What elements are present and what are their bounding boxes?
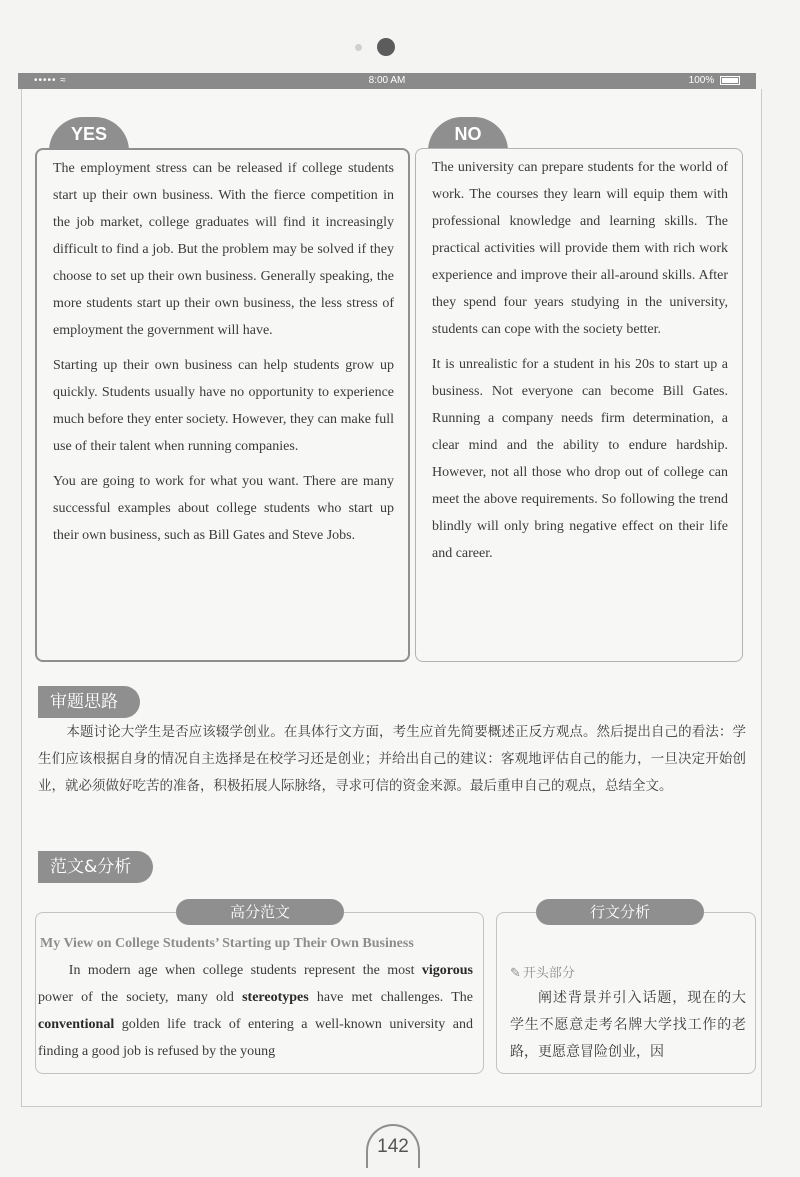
thinking-paragraph: 本题讨论大学生是否应该辍学创业。在具体行文方面，考生应首先简要概述正反方观点。然后提出自己的看法：学生们应该根据自身的情况自主选择是在校学习还是创业；并给出自己的建议：客观地评估自己的能力，一旦决定开始创业，就必须做好吃苦的准备，积极拓展人际脉络，寻求可信的资金来源。最后重申自己的观点，总结全文。 — [38, 724, 746, 794]
page-indicator — [0, 38, 800, 58]
analysis-paragraph: 阐述背景并引入话题，现在的大学生不愿意走考名牌大学找工作的老路，更愿意冒险创业，因 — [510, 990, 746, 1060]
essay-text: have met challenges. The — [308, 990, 473, 1005]
section-heading-thinking: 审题思路 — [38, 686, 140, 718]
vocab-word: vigorous — [421, 963, 473, 978]
yes-paragraph: The employment stress can be released if college students start up their own business. With the fierce competition in the job market, college graduates will find it increasingly difficult to find a job. But the problem may be solved if they choose to set up their own business. Generally speaking, the more students start up their own business, the less stress of employment the government will have. — [53, 161, 394, 338]
battery-indicator — [689, 73, 740, 89]
analysis-pill-label: 行文分析 — [536, 899, 704, 925]
no-paragraph: It is unrealistic for a student in his 20s to start up a business. Not everyone can become Bill Gates. Running a company needs firm determination, a clear mind and the ability to endure hardship. However, not all those who drop out of college can meet the above requirements. So following the trend blindly will only bring negative effect on their life and career. — [432, 357, 728, 561]
pencil-icon: ✎ — [510, 966, 521, 981]
no-arguments-box — [415, 148, 743, 662]
clock: 8:00 AM — [368, 75, 406, 86]
essay-title: My View on College Students’ Starting up Their Own Business — [40, 936, 414, 951]
yes-tab: YES — [49, 117, 129, 151]
battery-percent: 100% — [688, 75, 715, 86]
no-paragraph: The university can prepare students for the world of work. The courses they learn will equip them with professional knowledge and learning skills. The practical activities will provide them with rich work experience and improve their all-around skills. After they spend four years studying in the university, students can cope with the society better. — [432, 160, 728, 337]
signal-icon: ••••• ≈ — [34, 75, 67, 86]
page-number: 142 — [366, 1124, 420, 1168]
page-dot-inactive[interactable] — [355, 44, 362, 51]
yes-arguments-box — [35, 148, 410, 662]
yes-paragraph: You are going to work for what you want. There are many successful examples about college students who start up their own business, such as Bill Gates and Steve Jobs. — [53, 474, 394, 543]
section-heading-sample: 范文&分析 — [38, 851, 153, 883]
analysis-label-text: 开头部分 — [522, 966, 575, 981]
no-tab: NO — [428, 117, 508, 151]
essay-pill-label: 高分范文 — [176, 899, 344, 925]
page-dot-active[interactable] — [377, 38, 395, 56]
vocab-word: conventional — [38, 1017, 115, 1032]
essay-paragraph — [38, 957, 473, 1065]
yes-paragraph: Starting up their own business can help students grow up quickly. Students usually have no opportunity to experience much before they enter society. However, they can make full use of their talent when running companies. — [53, 358, 394, 454]
essay-text: golden life track of entering a well-known university and finding a good job is refused by the young — [38, 1017, 473, 1059]
battery-icon — [720, 76, 740, 85]
status-bar — [18, 73, 756, 89]
analysis-section-label — [510, 962, 575, 981]
vocab-word: stereotypes — [242, 990, 309, 1005]
essay-text: power of the society, many old — [38, 990, 243, 1005]
essay-text: In modern age when college students represent the most — [68, 963, 422, 978]
